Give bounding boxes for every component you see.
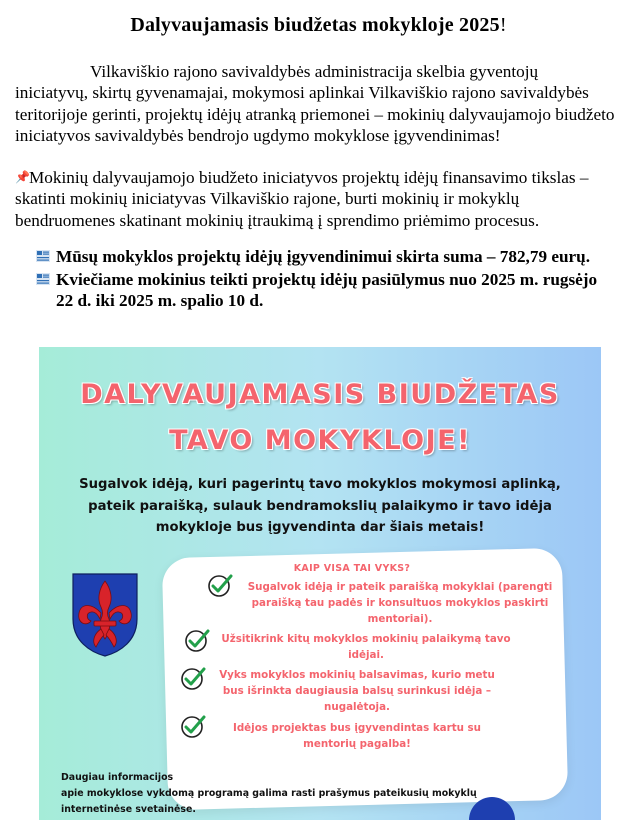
step-item: Vyks mokyklos mokinių balsavimas, kurio metu bus išrinkta daugiausia balsų surinkusi idėja – nugalėtoja. (219, 669, 495, 713)
step-item: Sugalvok idėją ir pateik paraišką mokyklai (parengti paraišką tau padės ir konsultuos mokyklos paskirti mentoriai). (247, 581, 553, 625)
page-title: Dalyvaujamasis biudžetas mokykloje 2025! (130, 14, 507, 36)
list-bullet-icon (36, 273, 50, 285)
checkmark-icon (180, 665, 206, 691)
more-info-text: Daugiau informacijos apie mokyklose vykdomą programą galima rasti prašymus pateikusių mokyklų internetinėse svetainėse. (61, 772, 477, 815)
coat-of-arms-icon (72, 573, 138, 657)
step-item: Idėjos projektas bus įgyvendintas kartu su mentorių pagalba! (232, 722, 481, 750)
bullet-list (36, 246, 606, 313)
steps-heading: KAIP VISA TAI VYKS? (293, 563, 411, 574)
bullet-item: Mūsų mokyklos projektų idėjų įgyvendinimui skirta suma – 782,79 eurų. (36, 246, 606, 267)
checkmark-icon (184, 627, 210, 653)
step-item: Užsitikrink kitų mokyklos mokinių palaikymą tavo idėjai. (221, 633, 511, 661)
checkmark-icon (207, 572, 233, 598)
intro-paragraph-1: Vilkaviškio rajono savivaldybės administracija skelbia gyventojų iniciatyvų, skirtų gyvenamajai, mokymosi aplinkai Vilkaviškio rajono savivaldybės teritorijoje gerinti, projektų idėjų atranką priemonei – mokinių dalyvaujamojo biudžeto iniciatyvos savivaldybės bendrojo ugdymo mokyklose įgyvendinimas! (15, 62, 615, 145)
poster-title-line-1: DALYVAUJAMASIS BIUDŽETAS (80, 379, 560, 410)
checkmark-icon (180, 713, 206, 739)
list-bullet-icon (36, 250, 50, 262)
intro-paragraph-2: 📌Mokinių dalyvaujamojo biudžeto iniciatyvos projektų idėjų finansavimo tikslas – skatinti mokinių iniciatyvas Vilkaviškio rajone, burti mokinių ir mokyklų bendruomenes skatinant mokinių įtraukimą į sprendimo priėmimo procesus. (15, 168, 589, 230)
pushpin-icon: 📌 (15, 170, 30, 184)
poster-title-line-2: TAVO MOKYKLOJE! (169, 425, 471, 456)
bullet-item: Kviečiame mokinius teikti projektų idėjų pasiūlymus nuo 2025 m. rugsėjo 22 d. iki 2025 m. spalio 10 d. (36, 269, 606, 311)
poster-image (39, 347, 601, 820)
poster-intro: Sugalvok idėją, kuri pagerintų tavo mokyklos mokymosi aplinką, pateik paraišką, sulauk bendramokslių palaikymo ir tavo idėja mokykloje bus įgyvendinta dar šiais metais! (79, 477, 561, 535)
